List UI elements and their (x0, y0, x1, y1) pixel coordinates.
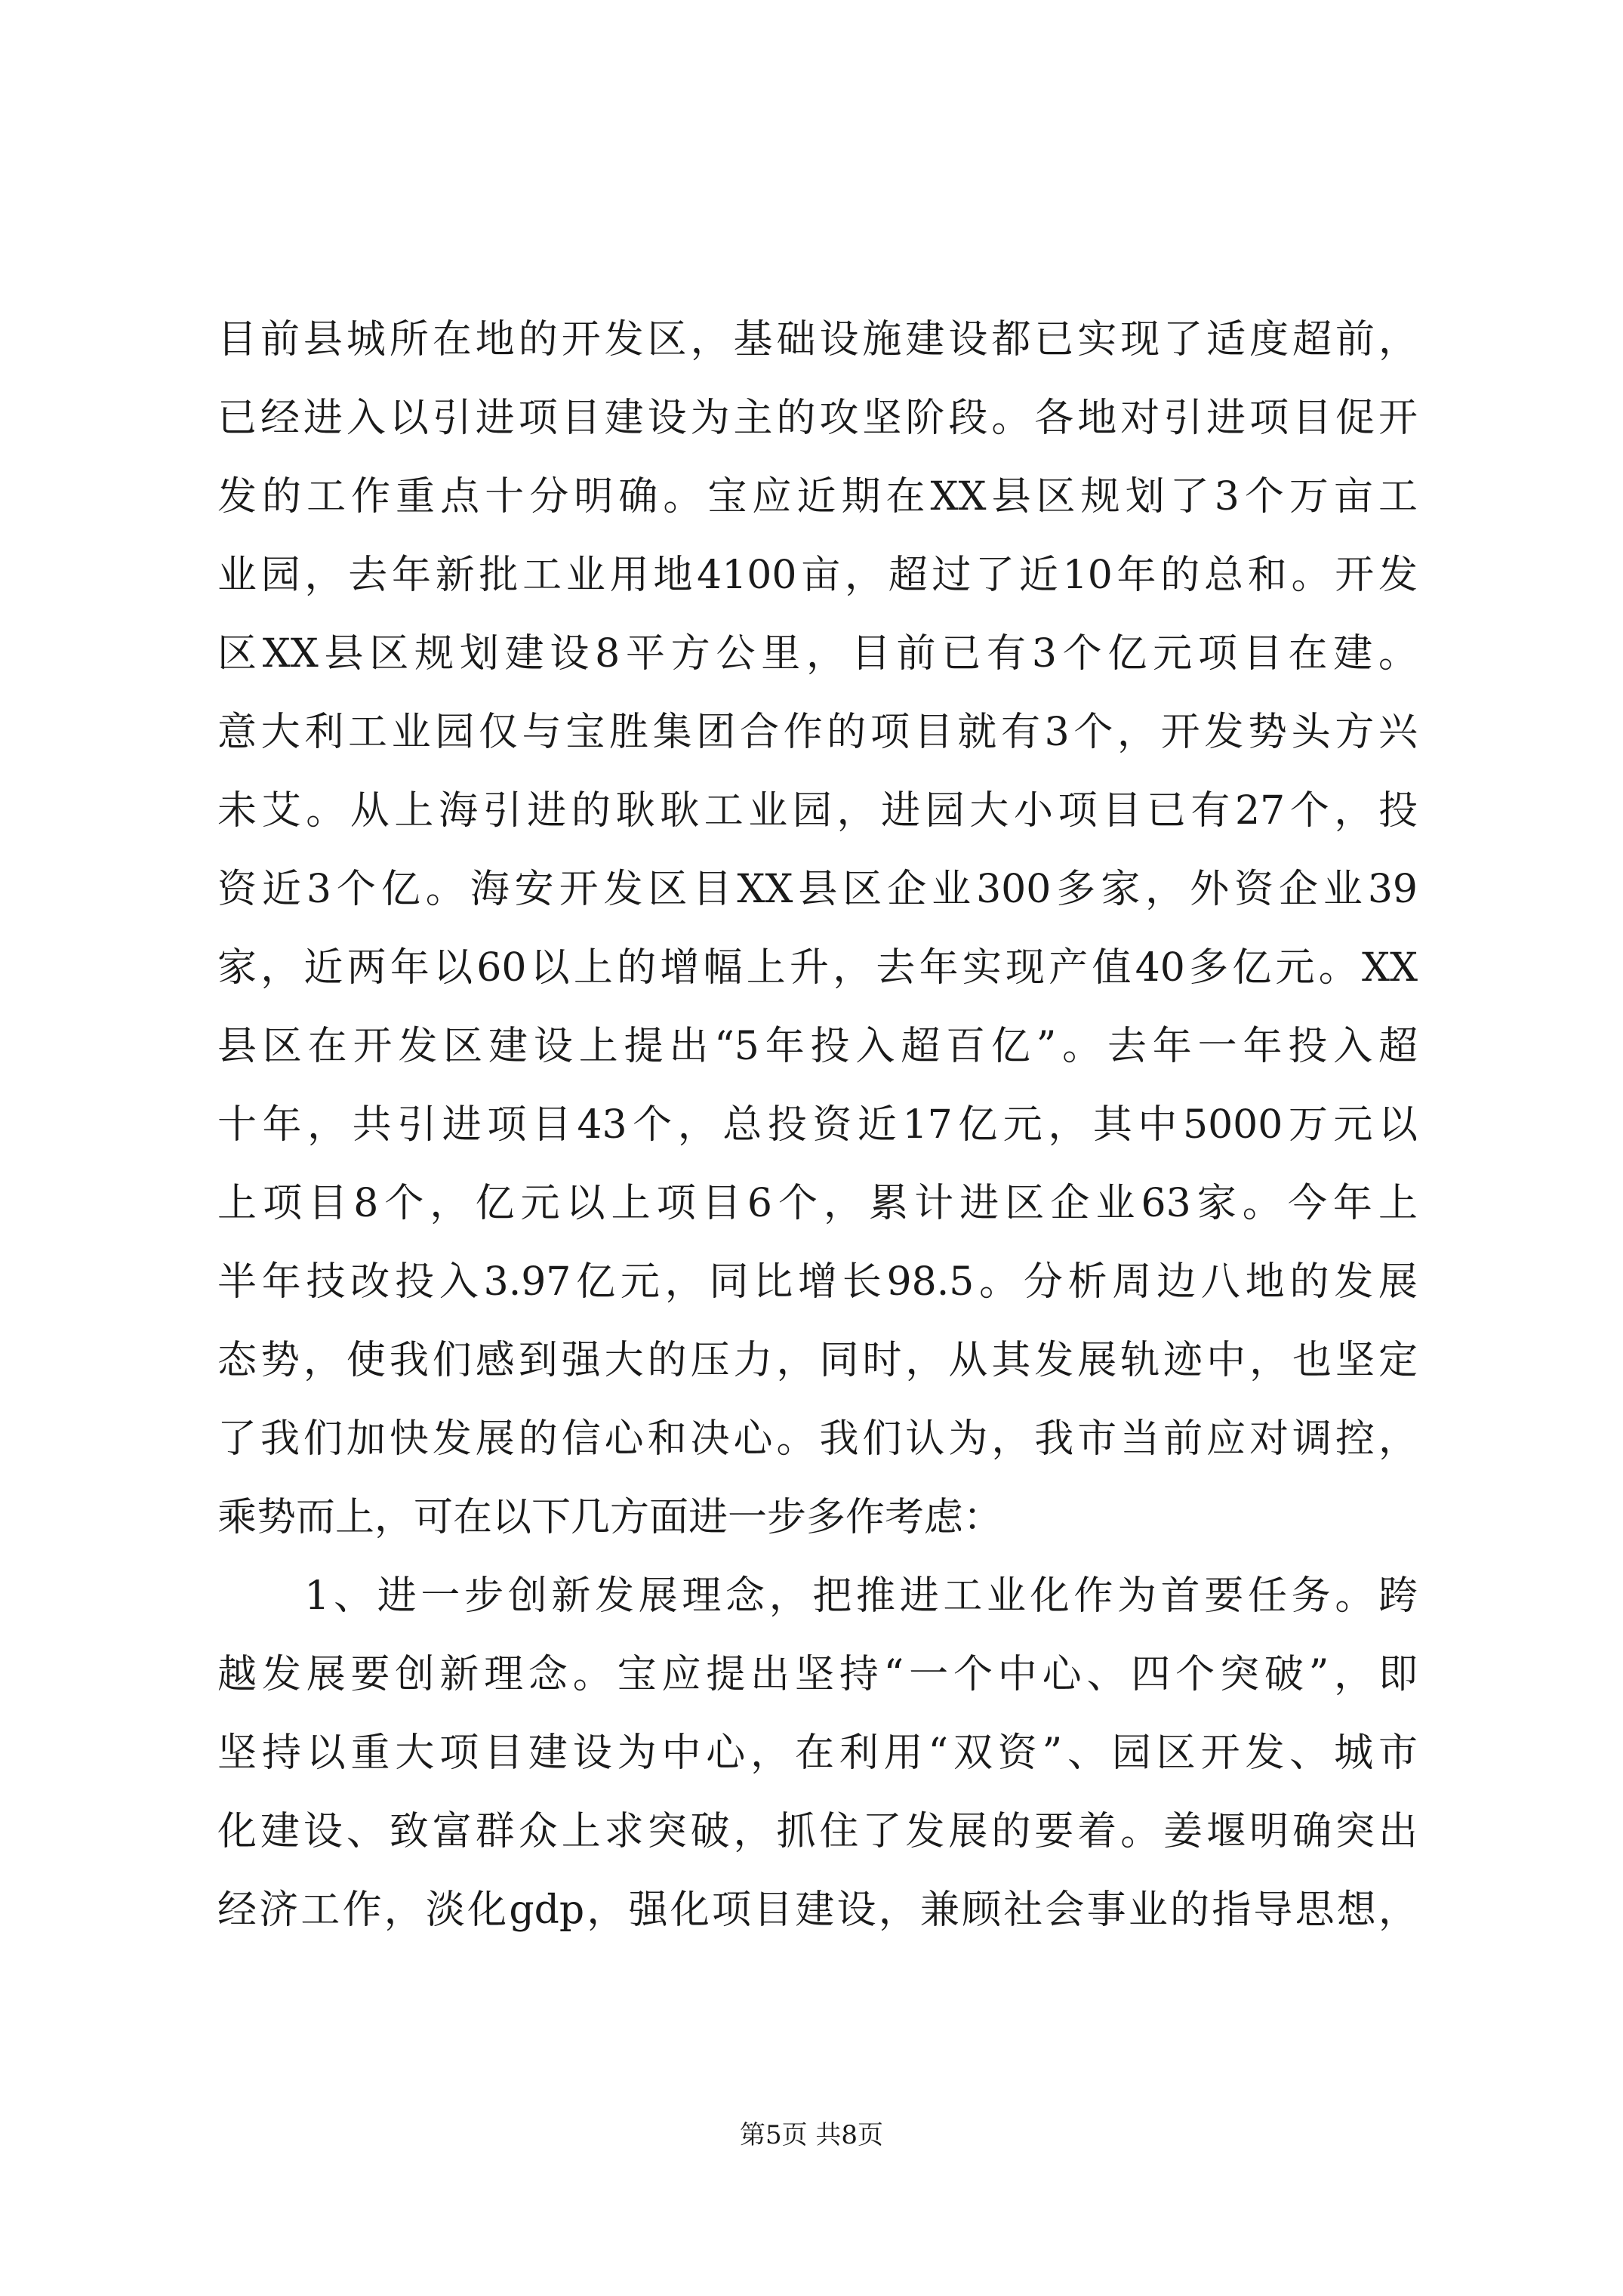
text-line: 十年，共引进项目43个，总投资近17亿元，其中5000万元以 (217, 1102, 1418, 1148)
text-line: 越发展要创新理念。宝应提出坚持“一个中心、四个突破”，即 (217, 1652, 1418, 1697)
text-line: 业园，去年新批工业用地4100亩，超过了近10年的总和。开发 (217, 553, 1418, 598)
page-footer: 第5页 共8页 (739, 2120, 884, 2150)
text-line: 发的工作重点十分明确。宝应近期在XX县区规划了3个万亩工 (217, 474, 1418, 519)
text-line: 1、进一步创新发展理念，把推进工业化作为首要任务。跨 (217, 1573, 1418, 1619)
text-line: 县区在开发区建设上提出“5年投入超百亿”。去年一年投入超 (217, 1024, 1418, 1069)
text-line: 未艾。从上海引进的耿耿工业园，进园大小项目已有27个，投 (217, 788, 1418, 834)
text-line: 经济工作，淡化gdp，强化项目建设，兼顾社会事业的指导思想， (217, 1888, 1418, 1933)
text-line: 坚持以重大项目建设为中心，在利用“双资”、园区开发、城市 (217, 1730, 1418, 1776)
text-line: 了我们加快发展的信心和决心。我们认为，我市当前应对调控， (217, 1416, 1418, 1462)
text-line: 意大利工业园仅与宝胜集团合作的项目就有3个，开发势头方兴 (217, 710, 1418, 755)
text-line: 目前县城所在地的开发区，基础设施建设都已实现了适度超前， (217, 317, 1418, 362)
text-line: 家，近两年以60以上的增幅上升，去年实现产值40多亿元。XX (217, 945, 1418, 991)
text-line: 化建设、致富群众上求突破，抓住了发展的要着。姜堰明确突出 (217, 1809, 1418, 1854)
text-line: 半年技改投入3.97亿元，同比增长98.5。分析周边八地的发展 (217, 1259, 1418, 1305)
text-line: 已经进入以引进项目建设为主的攻坚阶段。各地对引进项目促开 (217, 396, 1418, 441)
text-line: 上项目8个，亿元以上项目6个，累计进区企业63家。今年上 (217, 1181, 1418, 1226)
text-line: 区XX县区规划建设8平方公里，目前已有3个亿元项目在建。 (217, 631, 1418, 676)
text-line: 态势，使我们感到强大的压力，同时，从其发展轨迹中，也坚定 (217, 1338, 1418, 1383)
text-line: 乘势而上，可在以下几方面进一步多作考虑： (217, 1495, 1003, 1540)
text-line: 资近3个亿。海安开发区目XX县区企业300多家，外资企业39 (217, 867, 1418, 912)
body-text (217, 300, 1418, 1949)
